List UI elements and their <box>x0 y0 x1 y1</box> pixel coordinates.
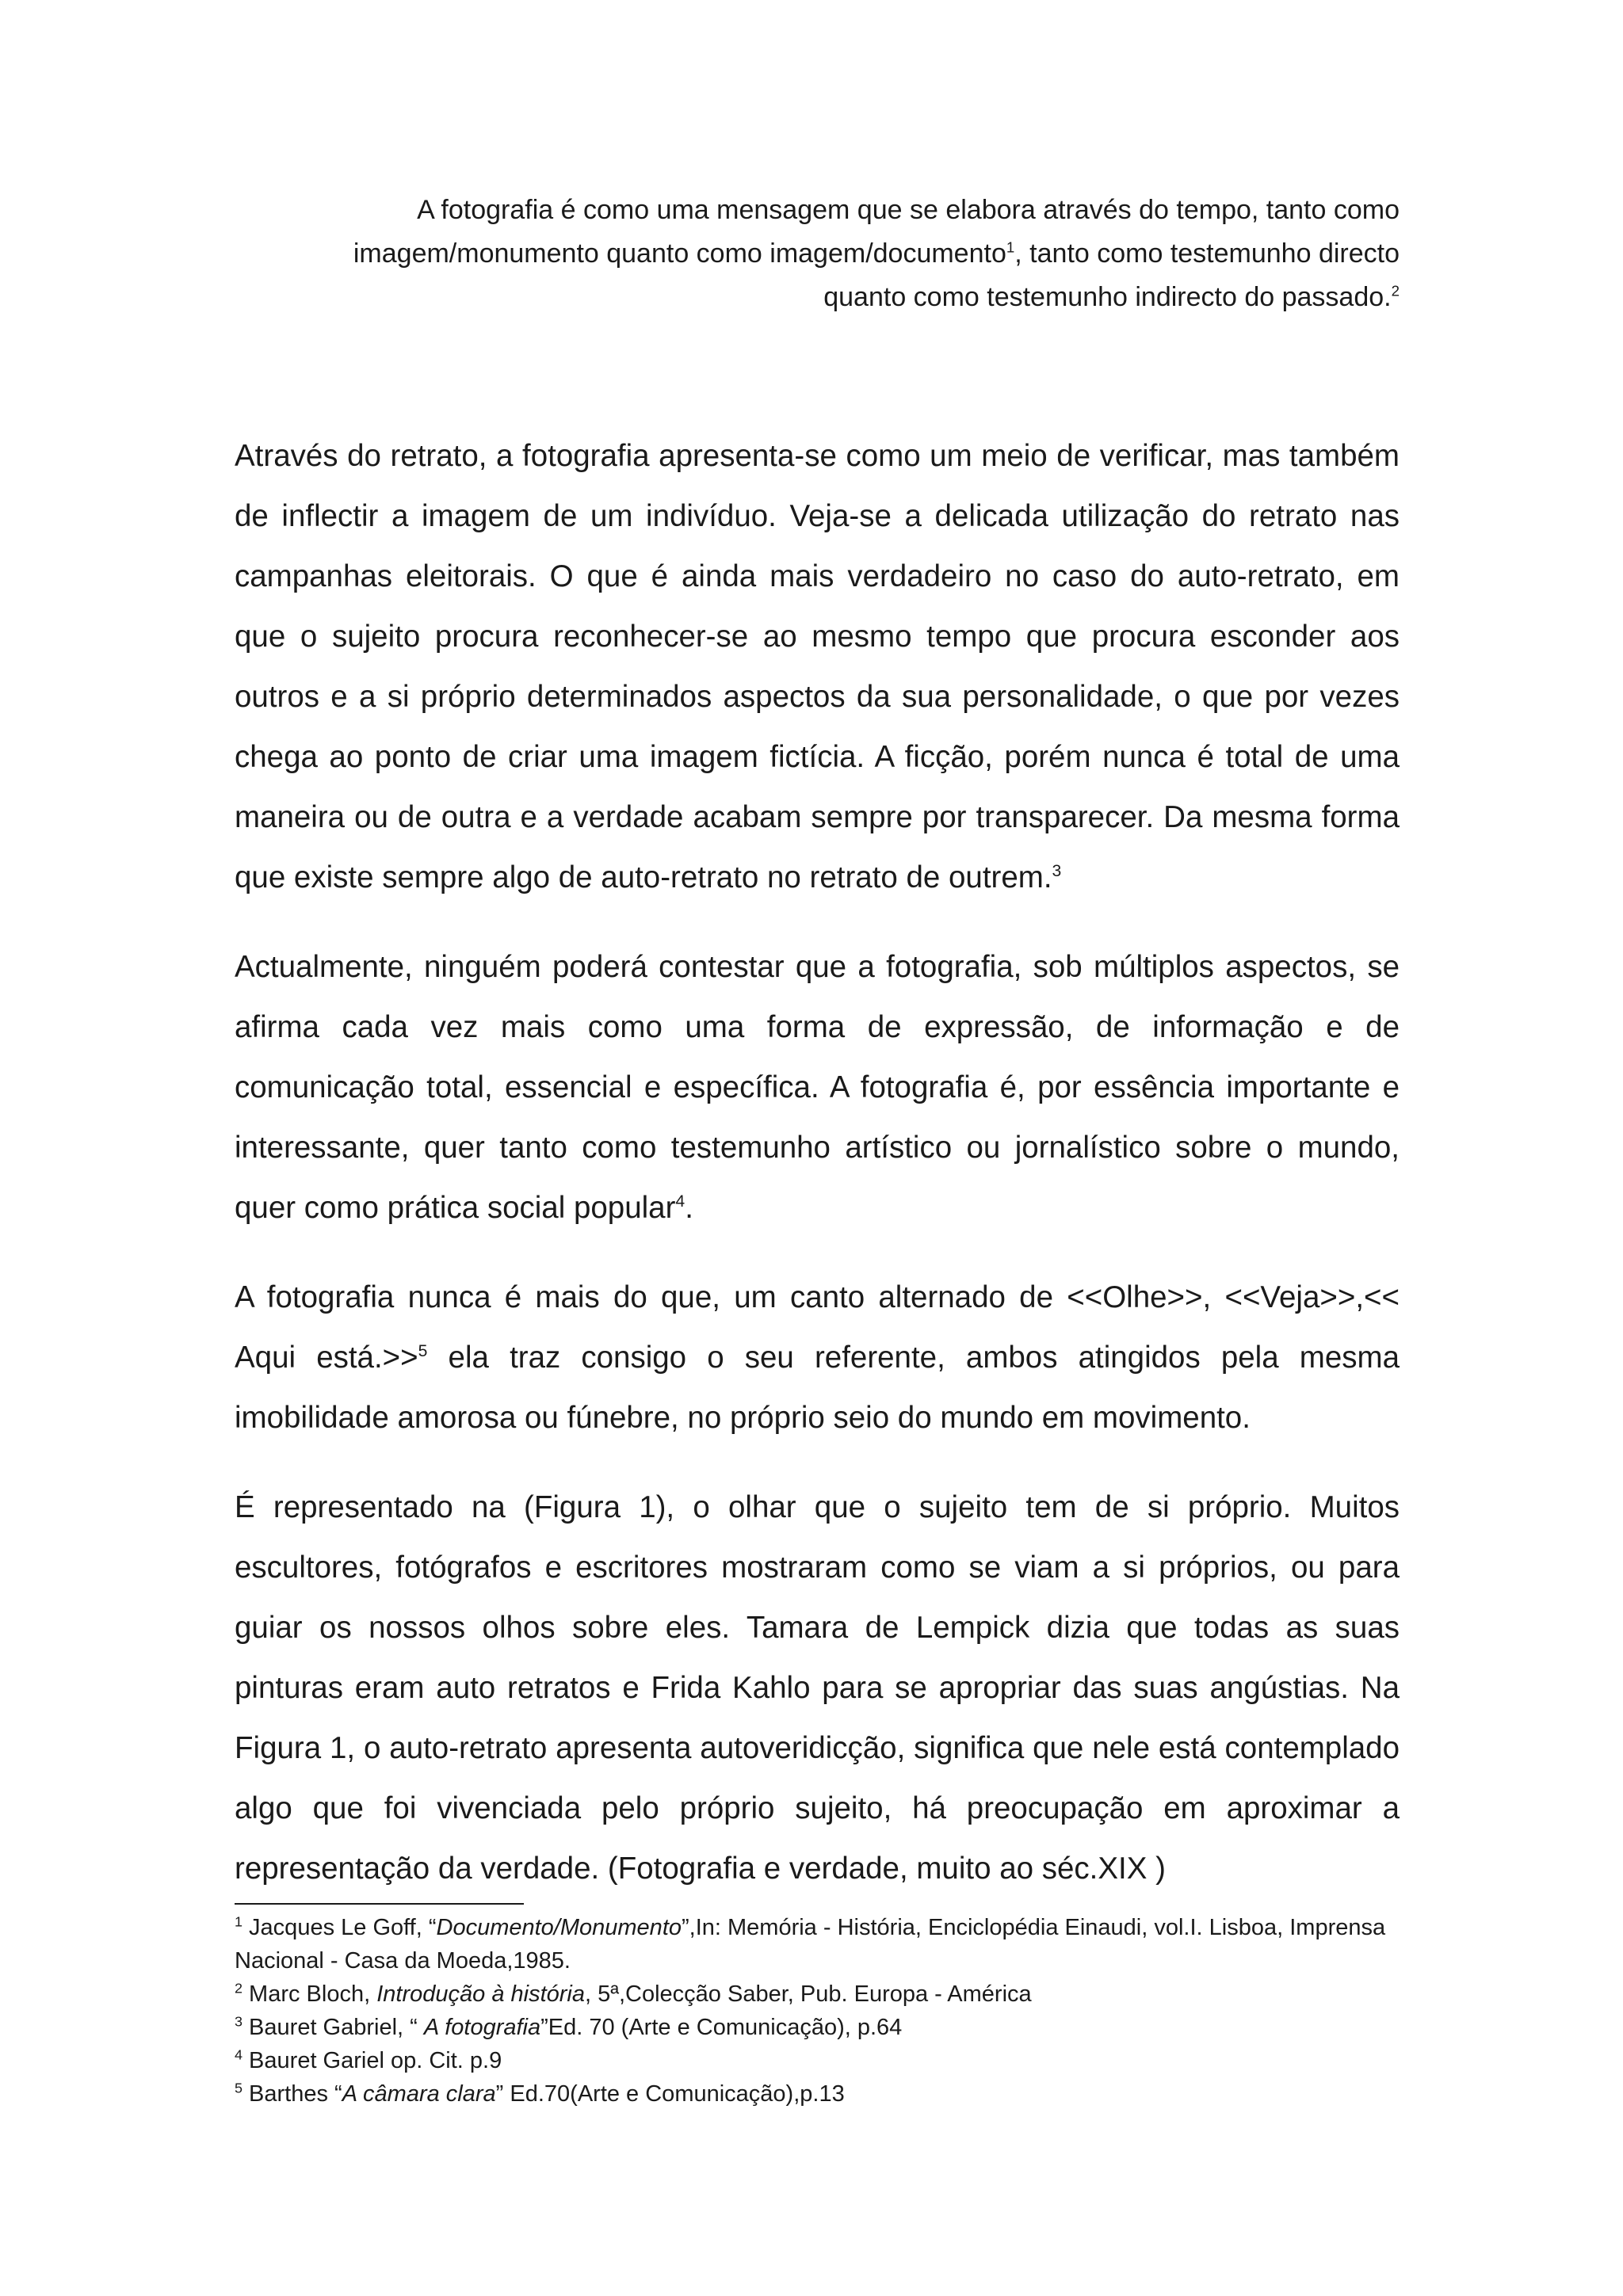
footnote-text: , 5ª,Colecção Saber, Pub. Europa - América <box>585 1981 1032 2007</box>
footnote-text: ”,In: Memória - História, Enciclopédia Einaudi, vol.I. Lisboa, Imprensa Nacional - Casa da Moeda,1985. <box>235 1915 1386 1974</box>
footnote-number: 2 <box>235 1980 242 1997</box>
footnote <box>235 1978 1407 2011</box>
footnote-ref[interactable]: 1 <box>1006 238 1015 256</box>
paragraph-text: A fotografia nunca é mais do que, um canto alternado de <<Olhe>>, <<Veja>>,<< Aqui está.>> <box>235 1280 1400 1375</box>
footnote-number: 3 <box>235 2013 242 2030</box>
footnote <box>235 2011 1407 2044</box>
footnote-text: Barthes “ <box>242 2081 342 2107</box>
paragraph-text: ela traz consigo o seu referente, ambos atingidos pela mesma imobilidade amorosa ou fúnebre, no próprio seio do mundo em movimento. <box>235 1341 1400 1435</box>
footnote-separator <box>235 1903 524 1905</box>
footnote-ref[interactable]: 5 <box>418 1342 428 1361</box>
footnote-title: A fotografia <box>423 2015 541 2040</box>
footnote-text: Bauret Gariel op. Cit. p.9 <box>242 2048 502 2073</box>
footnote-text: Bauret Gabriel, “ <box>242 2015 424 2040</box>
footnote-text: ”Ed. 70 (Arte e Comunicação), p.64 <box>540 2015 903 2040</box>
footnote-title: Introdução à história <box>376 1981 585 2007</box>
footnote-number: 4 <box>235 2046 242 2063</box>
paragraph <box>235 1268 1400 1448</box>
footnote <box>235 1911 1407 1978</box>
footnote-title: A câmara clara <box>342 2081 496 2107</box>
epigraph-text: quanto como testemunho indirecto do passado. <box>823 282 1392 312</box>
footnote-ref[interactable]: 2 <box>1391 282 1400 299</box>
body-text <box>235 426 1400 1928</box>
epigraph-text: imagem/monumento quanto como imagem/documento <box>353 238 1006 269</box>
paragraph <box>235 426 1400 908</box>
footnote-ref[interactable]: 4 <box>675 1192 685 1211</box>
epigraph-text: A fotografia é como uma mensagem que se elabora através do tempo, tanto como <box>417 195 1400 225</box>
footnote-title: Documento/Monumento <box>436 1915 682 1940</box>
paragraph-text: . <box>685 1191 693 1225</box>
footnote-text: ” Ed.70(Arte e Comunicação),p.13 <box>495 2081 845 2107</box>
epigraph-quote <box>274 189 1400 319</box>
paragraph-text: Através do retrato, a fotografia apresenta-se como um meio de verificar, mas também de inflectir a imagem de um indivíduo. Veja-se a delicada utilização do retrato nas campanhas eleitorais. O que é ainda mais verdadeiro no caso do auto-retrato, em que o sujeito procura reconhecer-se ao mesmo tempo que procura esconder aos outros e a si próprio determinados aspectos da sua personalidade, o que por vezes chega ao ponto de criar uma imagem fictícia. A ficção, porém nunca é total de uma maneira ou de outra e a verdade acabam sempre por transparecer. Da mesma forma que existe sempre algo de auto-retrato no retrato de outrem. <box>235 439 1400 894</box>
footnote <box>235 2077 1407 2111</box>
epigraph-line <box>274 276 1400 319</box>
epigraph-line <box>274 189 1400 232</box>
paragraph-text: É representado na (Figura 1), o olhar que o sujeito tem de si próprio. Muitos escultores, fotógrafos e escritores mostraram como se viam a si próprios, ou para guiar os nossos olhos sobre eles. Tamara de Lempick dizia que todas as suas pinturas eram auto retratos e Frida Kahlo para se apropriar das suas angústias. Na Figura 1, o auto-retrato apresenta autoveridicção, significa que nele está contemplado algo que foi vivenciada pelo próprio sujeito, há preocupação em aproximar a representação da verdade. (Fotografia e verdade, muito ao séc.XIX ) <box>235 1490 1400 1886</box>
footnote-number: 5 <box>235 2080 242 2096</box>
footnote-text: Jacques Le Goff, “ <box>242 1915 437 1940</box>
paragraph <box>235 937 1400 1238</box>
epigraph-line <box>274 232 1400 276</box>
epigraph-text: , tanto como testemunho directo <box>1014 238 1400 269</box>
footnote <box>235 2044 1407 2077</box>
paragraph-text: Actualmente, ninguém poderá contestar que a fotografia, sob múltiplos aspectos, se afirma cada vez mais como uma forma de expressão, de informação e de comunicação total, essencial e específica. A fotografia é, por essência importante e interessante, quer tanto como testemunho artístico ou jornalístico sobre o mundo, quer como prática social popular <box>235 950 1400 1225</box>
footnote-number: 1 <box>235 1913 242 1930</box>
footnotes <box>235 1911 1407 2111</box>
footnote-ref[interactable]: 3 <box>1052 862 1062 881</box>
paragraph <box>235 1478 1400 1899</box>
footnote-text: Marc Bloch, <box>242 1981 377 2007</box>
